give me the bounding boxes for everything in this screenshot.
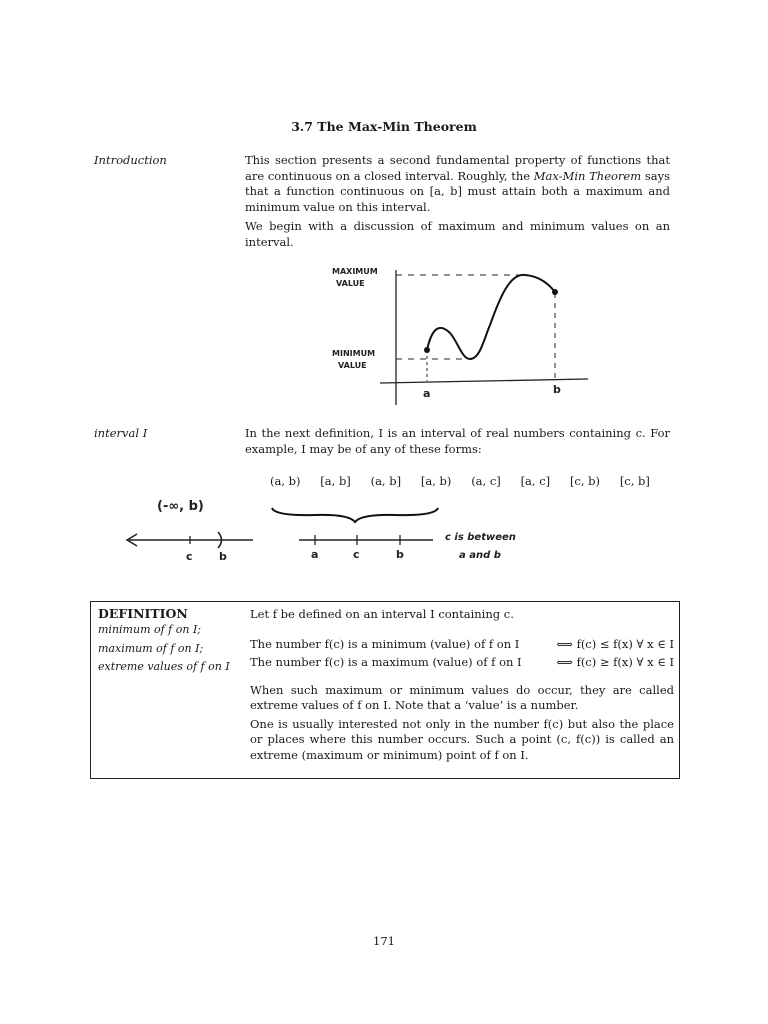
right-line-b-label: b [396,548,404,561]
maximum-definition-row [250,655,674,671]
interval-form: [c, b] [619,474,650,488]
interval-form: [a, b) [420,474,452,488]
intro-paragraph-2: We begin with a discussion of maximum and minimum values on an interval. [245,219,670,249]
max-label-line1: MAXIMUM [332,267,378,276]
interval-form: [c, b) [569,474,601,488]
minimum-definition-statement: The number f(c) is a minimum (value) of f on I [250,636,520,651]
margin-label-introduction: Introduction [94,153,167,167]
minimum-definition-row [250,637,674,653]
max-min-graph-figure [320,255,600,410]
extreme-values-paragraph: When such maximum or minimum values do occur, they are called extreme values of f on I. Note that a ‘value’ is a number. [250,682,674,712]
interval-forms-list [270,474,650,488]
tick-a-label: a [423,387,431,400]
definition-term-extreme: extreme values of f on I [98,660,230,673]
interval-form: (a, b] [370,474,402,488]
right-line-c-label: c [353,548,360,561]
function-curve [427,275,555,359]
max-label-line2: VALUE [336,279,365,288]
interval-number-lines-figure [115,490,605,570]
right-line-a-label: a [311,548,319,561]
intro-p1-before: This section presents a second fundamental property of functions that are continuous on a closed interval. Roughly, the [245,153,670,183]
endpoint-a-dot [424,347,430,353]
extreme-point-paragraph: One is usually interested not only in the number f(c) but also the place or places where this number occurs. Such a point (c, f(c)) is called an extreme (maximum or minimum) point of f on I. [250,716,674,762]
interval-form: (a, b) [270,474,301,488]
margin-label-interval: interval I [94,426,148,440]
intro-paragraph-1 [245,153,670,215]
tick-b-label: b [553,383,561,396]
left-line-c-label: c [186,550,193,563]
maximum-definition-statement: The number f(c) is a maximum (value) of f on I [250,655,522,669]
definition-term-maximum: maximum of f on I; [98,641,204,655]
intro-text [245,153,670,250]
maximum-condition: ⟺ f(c) ≥ f(x) ∀ x ∈ I [556,655,674,669]
interval-form: [a, b] [320,474,351,488]
interval-form: [a, c] [520,474,551,488]
minimum-condition: ⟺ f(c) ≤ f(x) ∀ x ∈ I [556,636,674,651]
page-number: 171 [373,934,395,948]
min-label-line1: MINIMUM [332,349,376,358]
c-between-note-line2: a and b [459,550,501,561]
interval-text: In the next definition, I is an interval of real numbers containing c. For example, I may be of any of these forms: [245,426,670,456]
max-min-theorem-term: Max-Min Theorem [533,168,642,183]
neg-infinity-label: (-∞, b) [157,499,204,514]
min-label-line2: VALUE [338,361,367,370]
forms-brace [272,508,438,522]
definition-heading: DEFINITION [98,606,188,621]
interval-form: (a, c] [471,474,501,488]
intro-p1-after: says that a function continuous on [a, b] must attain both a maximum and minimum value on this interval. [245,168,670,214]
definition-body [250,607,674,763]
section-title: 3.7 The Max-Min Theorem [291,119,477,134]
definition-term-minimum: minimum of f on I; [98,623,202,636]
definition-label-column [98,606,230,677]
c-between-note-line1: c is between [445,532,516,543]
left-line-b-label: b [219,550,227,563]
definition-intro: Let f be defined on an interval I containing c. [250,607,514,621]
endpoint-b-dot [552,289,558,295]
